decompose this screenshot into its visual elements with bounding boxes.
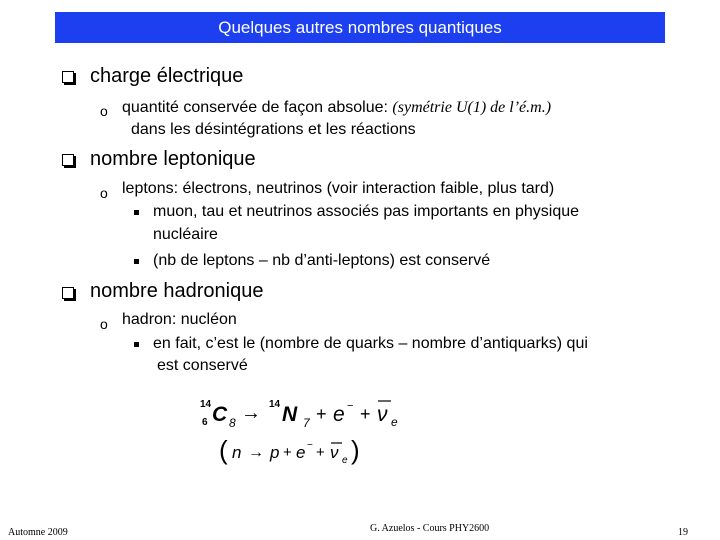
section-heading-lepton: nombre leptonique [90,148,256,170]
right-paren: ) [351,435,360,465]
nitrogen-subscript: 7 [303,416,310,430]
neutrino-symbol: ν [330,443,339,462]
charge-item-continuation: dans les désintégrations et les réactions [131,121,416,138]
electron-charge: − [347,400,354,412]
mass-number-n: 14 [269,399,281,410]
neutron-decay-equation [219,435,360,466]
page-number: 19 [678,527,688,538]
electron-charge: − [307,440,313,451]
slide-title: Quelques autres nombres quantiques [55,12,665,43]
circle-bullet-icon: o [100,103,108,119]
footer-date: Automne 2009 [8,527,68,538]
footer-course: G. Azuelos - Cours PHY2600 [370,523,490,534]
mass-number-c: 14 [200,399,212,410]
section-heading-charge: charge électrique [90,65,244,87]
circle-bullet-icon: o [100,185,108,201]
neutrino-subscript: e [342,455,348,466]
carbon-subscript: 8 [229,416,236,430]
beta-decay-equation [200,399,398,430]
charge-text: quantité conservée de façon absolue: [122,99,393,116]
lepton-subitem-2: (nb de leptons – nb d’anti-leptons) est conservé [153,252,491,269]
plus-sign: + [316,404,327,424]
proton-symbol: p [270,443,280,462]
atomic-number-c: 6 [202,417,208,428]
hadron-item: hadron: nucléon [122,311,237,328]
arrow-icon: → [241,402,261,424]
lepton-subitem-1-continuation: nucléaire [153,226,218,243]
carbon-symbol: C [212,403,228,426]
plus-sign: + [360,404,371,424]
plus-sign: + [316,444,325,461]
left-paren: ( [219,435,228,465]
arrow-icon: → [248,444,264,461]
section-heading-hadron: nombre hadronique [90,280,264,302]
plus-sign: + [283,444,292,461]
electron-symbol: e [333,403,345,426]
neutrino-subscript: e [391,415,398,429]
electron-symbol: e [296,443,306,462]
lepton-item: leptons: électrons, neutrinos (voir interaction faible, plus tard) [122,180,555,197]
neutron-symbol: n [232,443,242,462]
nitrogen-symbol: N [282,403,298,426]
charge-symmetry-text: (symétrie U(1) de l’é.m.) [392,99,552,116]
hadron-subitem-1: en fait, c’est le (nombre de quarks – nombre d’antiquarks) qui [153,335,588,352]
hadron-subitem-1-continuation: est conservé [157,357,248,374]
lepton-subitem-1: muon, tau et neutrinos associés pas importants en physique [153,203,580,220]
circle-bullet-icon: o [100,316,108,332]
neutrino-symbol: ν [377,403,388,426]
